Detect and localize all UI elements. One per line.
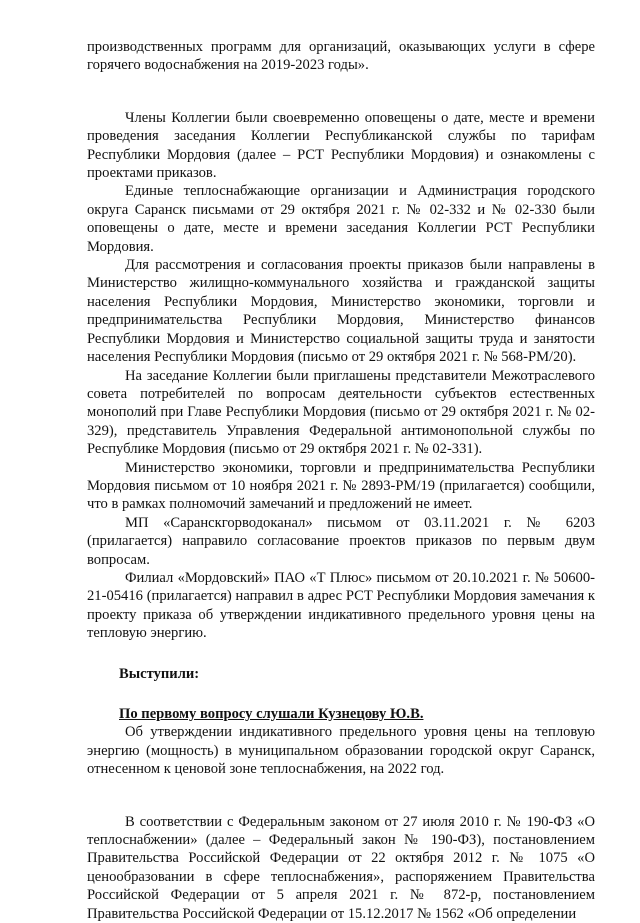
document-page <box>87 38 595 923</box>
paragraph-t-plus: Филиал «Мордовский» ПАО «Т Плюс» письмом от 20.10.2021 г. № 50600-21-05416 (прилагается) направил в адрес РСТ Республики Мордовия замечания к проекту приказа об утверждении индикативного предельного уровня цены на тепловую энергию. <box>87 569 595 642</box>
section-heading: Выступили: <box>119 665 200 682</box>
paragraph-question: Об утверждении индикативного предельного уровня цены на тепловую энергию (мощность) в муниципальном образовании городской округ Саранск, отнесенном к ценовой зоне теплоснабжения, на 2022 год. <box>87 724 595 778</box>
paragraph-legal-basis: В соответствии с Федеральным законом от 27 июля 2010 г. № 190-ФЗ «О теплоснабжении» (далее – Федеральный закон № 190-ФЗ), постановлением Правительства Российской Федерации от 22 октября 2012 г. № 1075 «О ценообразовании в сфере теплоснабжения», распоряжением Правительства Российской Федерации от 5 апреля 2021 г. № 872-р, постановлением Правительства Российской Федерации от 15.12.2017 № 1562 «Об определении <box>87 813 595 922</box>
paragraph-organizations-notified: Единые теплоснабжающие организации и Администрация городского округа Саранск письмами от 29 октября 2021 г. № 02-332 и № 02-330 были оповещены о дате, месте и времени заседания Коллегии РСТ Республики Мордовия. <box>87 183 595 255</box>
paragraph-members-notified: Члены Коллегии были своевременно оповещены о дате, месте и времени проведения заседания Коллегии Республиканской службы по тарифам Республики Мордовия (далее – РСТ Республики Мордовия) и ознакомлены с проектами приказов. <box>87 109 595 182</box>
paragraph-vodokanal: МП «Саранскгорводоканал» письмом от 03.11.2021 г. № 6203 (прилагается) направило согласование проектов приказов по первым двум вопросам. <box>87 514 595 568</box>
paragraph-ministry-economy: Министерство экономики, торговли и предпринимательства Республики Мордовия письмом от 10 ноября 2021 г. № 2893-РМ/19 (прилагается) сообщили, что в рамках полномочий замечаний и предложений не имеет. <box>87 459 595 513</box>
paragraph-invited: На заседание Коллегии были приглашены представители Межотраслевого совета потребителей по вопросам деятельности субъектов естественных монополий при Главе Республики Мордовия (письмо от 29 октября 2021 г. № 02-329), представитель Управления Федеральной антимонопольной службы по Республике Мордовия (письмо от 29 октября 2021 г. № 02-331). <box>87 367 595 458</box>
subheading-first-question: По первому вопросу слушали Кузнецову Ю.В. <box>119 706 424 722</box>
paragraph-continuation: производственных программ для организаций, оказывающих услуги в сфере горячего водоснабжения на 2019-2023 годы». <box>87 39 595 74</box>
paragraph-drafts-sent: Для рассмотрения и согласования проекты приказов были направлены в Министерство жилищно-коммунального хозяйства и гражданской защиты населения Республики Мордовия, Министерство экономики, торговли и предпринимательства Республики Мордовия, Министерство финансов Республики Мордовия и Министерство социальной защиты труда и занятости населения Республики Мордовия (письмо от 29 октября 2021 г. № 568-РМ/20). <box>87 257 595 366</box>
